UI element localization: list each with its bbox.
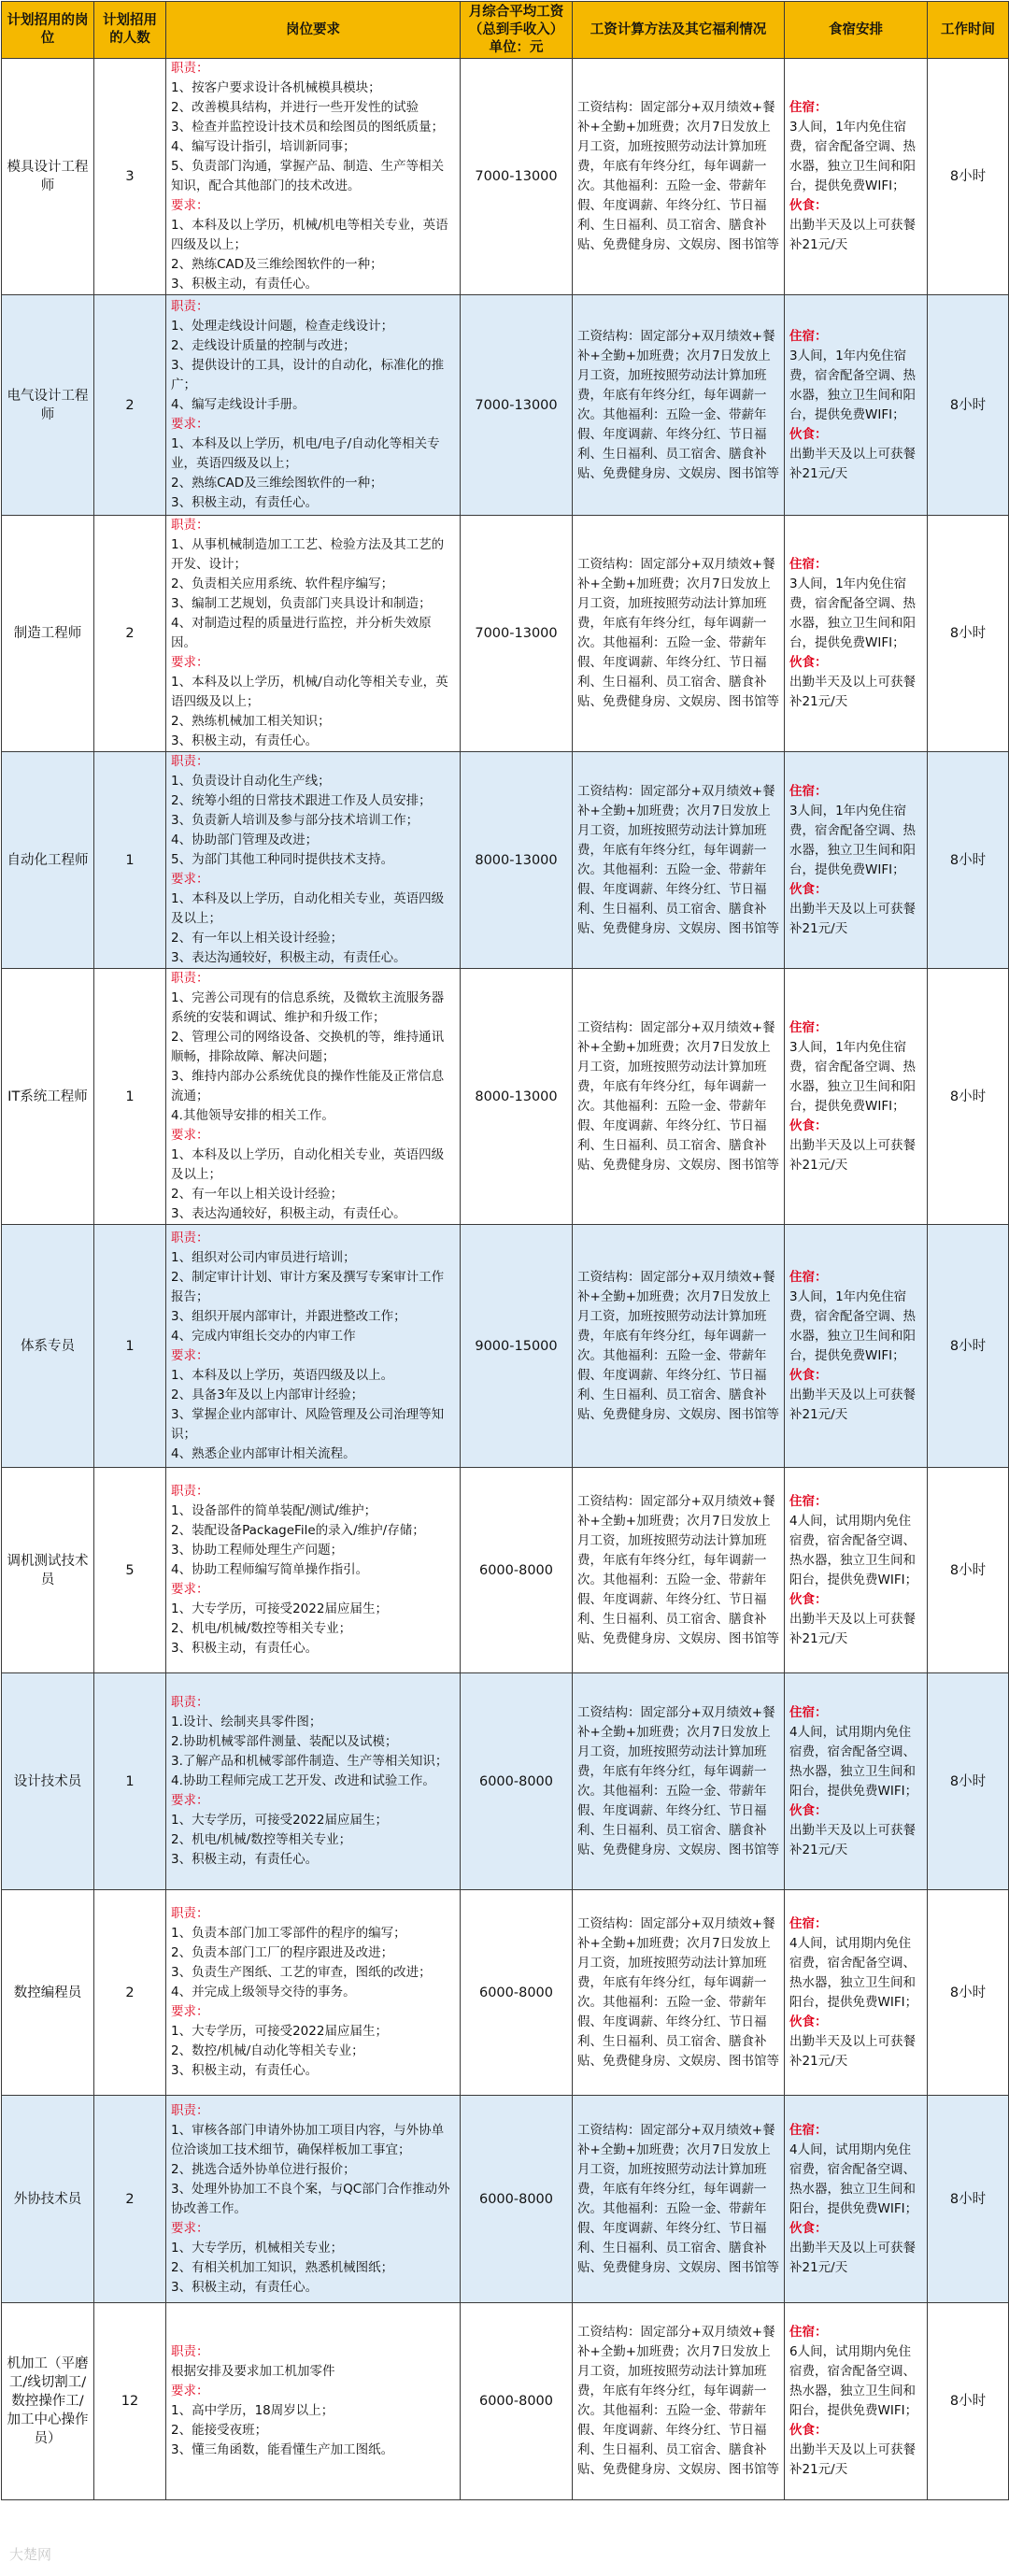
requirement-item: 1、本科及以上学历，机电/电子/自动化等相关专业，英语四级及以上；: [171, 436, 440, 471]
requirements-label: 要求：: [171, 2220, 209, 2236]
work-hours: 8小时: [928, 969, 1009, 1225]
hire-count: 1: [94, 969, 166, 1225]
duty-item: 4、并完成上级领导交待的事务。: [171, 1985, 356, 2000]
job-table-body: [2, 59, 1009, 2500]
requirements-cell: [166, 59, 461, 295]
duty-item: 2、走线设计质量的控制与改进；: [171, 338, 356, 353]
duty-item: 2、统筹小组的日常技术跟进工作及人员安排；: [171, 793, 432, 808]
housing-text: 3人间，1年内免住宿费，宿舍配备空调、热水器，独立卫生间和阳台，提供免费WIFI；: [789, 120, 916, 193]
housing-label: 住宿：: [789, 1493, 828, 1509]
header-salary: 月综合平均工资（总到手收入）单位：元: [461, 2, 573, 59]
position-title: 自动化工程师: [2, 752, 94, 969]
duty-item: 3、提供设计的工具，设计的自动化，标准化的推广；: [171, 358, 445, 392]
pay-method-text: 工资结构：固定部分+双月绩效+餐补+全勤+加班费；次月7日发放上月工资，加班按照劳动法计算加班费，年底有年终分红，每年调薪一次。其他福利：五险一金、带薪年假、年度调薪、年终分红、节日福利、生日福利、员工宿舍、膳食补贴、免费健身房、文娱房、图书馆等: [573, 516, 785, 752]
meals-text: 出勤半天及以上可获餐补21元/天: [789, 2033, 916, 2069]
meals-label: 伙食：: [789, 2423, 828, 2438]
food-cell: [785, 752, 928, 969]
table-row: [2, 969, 1009, 1225]
salary-range: 9000-15000: [461, 1225, 573, 1468]
requirements-cell: [166, 295, 461, 516]
duties-label: 职责：: [171, 754, 209, 769]
requirement-item: 1、大专学历，可接受2022届应届生；: [171, 1601, 388, 1616]
housing-label: 住宿：: [789, 1019, 828, 1035]
work-hours: 8小时: [928, 752, 1009, 969]
duties-label: 职责：: [171, 1695, 209, 1710]
requirements-cell: [166, 1225, 461, 1468]
requirements-cell: [166, 1890, 461, 2096]
table-row: [2, 1890, 1009, 2096]
requirements-cell: [166, 969, 461, 1225]
table-row: [2, 59, 1009, 295]
work-hours: 8小时: [928, 295, 1009, 516]
duty-item: 3、编制工艺规划，负责部门夹具设计和制造；: [171, 596, 432, 611]
housing-label: 住宿：: [789, 1704, 828, 1720]
meals-text: 出勤半天及以上可获餐补21元/天: [789, 901, 916, 936]
meals-text: 出勤半天及以上可获餐补21元/天: [789, 446, 916, 481]
pay-method-text: 工资结构：固定部分+双月绩效+餐补+全勤+加班费；次月7日发放上月工资，加班按照劳动法计算加班费，年底有年终分红，每年调薪一次。其他福利：五险一金、带薪年假、年度调薪、年终分红、节日福利、生日福利、员工宿舍、膳食补贴、免费健身房、文娱房、图书馆等: [573, 1468, 785, 1673]
pay-method-text: 工资结构：固定部分+双月绩效+餐补+全勤+加班费；次月7日发放上月工资，加班按照劳动法计算加班费，年底有年终分红，每年调薪一次。其他福利：五险一金、带薪年假、年度调薪、年终分红、节日福利、生日福利、员工宿舍、膳食补贴、免费健身房、文娱房、图书馆等: [573, 1225, 785, 1468]
meals-label: 伙食：: [789, 426, 828, 442]
housing-text: 3人间，1年内免住宿费，宿舍配备空调、热水器，独立卫生间和阳台，提供免费WIFI；: [789, 576, 916, 650]
requirement-item: 1、本科及以上学历，英语四级及以上。: [171, 1367, 394, 1383]
duty-item: 1、设备部件的简单装配/测试/维护；: [171, 1503, 377, 1518]
position-title: 数控编程员: [2, 1890, 94, 2096]
position-title: 电气设计工程师: [2, 295, 94, 516]
duties-label: 职责：: [171, 1906, 209, 1921]
duty-item: 1、处理走线设计问题，检查走线设计；: [171, 319, 394, 334]
duty-item: 1、按客户要求设计各机械模具模块；: [171, 80, 381, 95]
table-row: [2, 295, 1009, 516]
requirement-item: 1、本科及以上学历，自动化相关专业，英语四级及以上；: [171, 891, 445, 926]
requirement-item: 2、机电/机械/数控等相关专业；: [171, 1621, 352, 1636]
requirement-item: 3、积极主动，有责任心。: [171, 277, 319, 292]
requirement-item: 2、有相关机加工知识，熟悉机械图纸；: [171, 2259, 394, 2275]
meals-text: 出勤半天及以上可获餐补21元/天: [789, 1822, 916, 1857]
housing-label: 住宿：: [789, 2325, 828, 2340]
job-table: [1, 1, 1009, 2500]
duty-item: 4、协助部门管理及改进；: [171, 833, 319, 847]
requirement-item: 3、积极主动，有责任心。: [171, 2279, 319, 2295]
requirement-item: 2、有一年以上相关设计经验；: [171, 931, 344, 946]
requirement-item: 1、大专学历，可接受2022届应届生；: [171, 1813, 388, 1828]
food-cell: [785, 1673, 928, 1890]
work-hours: 8小时: [928, 1225, 1009, 1468]
duty-item: 3、负责新人培训及参与部分技术培训工作；: [171, 813, 419, 828]
hire-count: 2: [94, 1890, 166, 2096]
watermark-logo: 大楚网: [9, 2546, 52, 2563]
requirement-item: 2、熟练CAD及三维绘图软件的一种；: [171, 257, 383, 272]
duties-label: 职责：: [171, 1484, 209, 1499]
housing-text: 4人间，试用期内免住宿费，宿舍配备空调、热水器，独立卫生间和阳台，提供免费WIFI；: [789, 1724, 918, 1799]
duty-item: 3、负责生产图纸、工艺的审查，图纸的改进；: [171, 1965, 432, 1980]
header-food: 食宿安排: [785, 2, 928, 59]
requirements-label: 要求：: [171, 655, 209, 670]
salary-range: 6000-8000: [461, 2096, 573, 2303]
salary-range: 8000-13000: [461, 969, 573, 1225]
meals-label: 伙食：: [789, 881, 828, 897]
table-row: [2, 2303, 1009, 2500]
pay-method-text: 工资结构：固定部分+双月绩效+餐补+全勤+加班费；次月7日发放上月工资，加班按照劳动法计算加班费，年底有年终分红，每年调薪一次。其他福利：五险一金、带薪年假、年度调薪、年终分红、节日福利、生日福利、员工宿舍、膳食补贴、免费健身房、文娱房、图书馆等: [573, 1673, 785, 1890]
meals-label: 伙食：: [789, 1802, 828, 1818]
housing-label: 住宿：: [789, 2122, 828, 2138]
food-cell: [785, 969, 928, 1225]
food-cell: [785, 2303, 928, 2500]
duty-item: 3、组织开展内部审计，并跟进整改工作；: [171, 1308, 406, 1324]
table-row: [2, 516, 1009, 752]
salary-range: 6000-8000: [461, 1890, 573, 2096]
duty-item: 3、处理外协加工不良个案，与QC部门合作推动外协改善工作。: [171, 2181, 450, 2216]
pay-method-text: 工资结构：固定部分+双月绩效+餐补+全勤+加班费；次月7日发放上月工资，加班按照劳动法计算加班费，年底有年终分红，每年调薪一次。其他福利：五险一金、带薪年假、年度调薪、年终分红、节日福利、生日福利、员工宿舍、膳食补贴、免费健身房、文娱房、图书馆等: [573, 2096, 785, 2303]
hire-count: 3: [94, 59, 166, 295]
salary-range: 7000-13000: [461, 295, 573, 516]
duty-item: 4、编写设计指引，培训新同事；: [171, 139, 356, 154]
requirement-item: 2、有一年以上相关设计经验；: [171, 1187, 344, 1202]
requirement-item: 3、积极主动，有责任心。: [171, 495, 319, 510]
header-hours: 工作时间: [928, 2, 1009, 59]
housing-label: 住宿：: [789, 557, 828, 572]
salary-range: 6000-8000: [461, 2303, 573, 2500]
duties-label: 职责：: [171, 61, 209, 76]
hire-count: 2: [94, 2096, 166, 2303]
work-hours: 8小时: [928, 59, 1009, 295]
duty-item: 5、负责部门沟通，掌握产品、制造、生产等相关知识，配合其他部门的技术改进。: [171, 159, 445, 193]
requirement-item: 1、高中学历，18周岁以上；: [171, 2403, 334, 2418]
housing-text: 3人间，1年内免住宿费，宿舍配备空调、热水器，独立卫生间和阳台，提供免费WIFI；: [789, 803, 916, 877]
duty-item: 1、审核各部门申请外协加工项目内容，与外协单位洽谈加工技术细节，确保样板加工事宜；: [171, 2122, 445, 2157]
duty-item: 2.协助机械零部件测量、装配以及试模；: [171, 1734, 398, 1749]
salary-range: 6000-8000: [461, 1673, 573, 1890]
requirements-cell: [166, 1673, 461, 1890]
duty-item: 3、维持内部办公系统优良的操作性能及正常信息流通；: [171, 1069, 445, 1103]
housing-text: 3人间，1年内免住宿费，宿舍配备空调、热水器，独立卫生间和阳台，提供免费WIFI；: [789, 1039, 916, 1114]
pay-method-text: 工资结构：固定部分+双月绩效+餐补+全勤+加班费；次月7日发放上月工资，加班按照劳动法计算加班费，年底有年终分红，每年调薪一次。其他福利：五险一金、带薪年假、年度调薪、年终分红、节日福利、生日福利、员工宿舍、膳食补贴、免费健身房、文娱房、图书馆等: [573, 969, 785, 1225]
food-cell: [785, 1890, 928, 2096]
duty-item: 3、协助工程师处理生产问题；: [171, 1543, 344, 1558]
requirement-item: 3、积极主动，有责任心。: [171, 1852, 319, 1867]
hire-count: 2: [94, 295, 166, 516]
duty-item: 4.协助工程师完成工艺开发、改进和试验工作。: [171, 1773, 435, 1788]
table-row: [2, 1468, 1009, 1673]
duty-item: 4.其他领导安排的相关工作。: [171, 1108, 334, 1123]
requirements-label: 要求：: [171, 1793, 209, 1808]
position-title: 体系专员: [2, 1225, 94, 1468]
header-count: 计划招用的人数: [94, 2, 166, 59]
table-row: [2, 2096, 1009, 2303]
requirement-item: 2、熟练机械加工相关知识；: [171, 714, 331, 729]
header-requirements: 岗位要求: [166, 2, 461, 59]
housing-text: 4人间，试用期内免住宿费，宿舍配备空调、热水器，独立卫生间和阳台，提供免费WIFI；: [789, 2142, 918, 2216]
duties-label: 职责：: [171, 971, 209, 986]
requirements-cell: [166, 1468, 461, 1673]
duty-item: 4、对制造过程的质量进行监控，并分析失效原因。: [171, 616, 432, 650]
requirement-item: 3、积极主动，有责任心。: [171, 733, 319, 748]
housing-text: 3人间，1年内免住宿费，宿舍配备空调、热水器，独立卫生间和阳台，提供免费WIFI；: [789, 1288, 916, 1363]
duty-item: 4、完成内审组长交办的内审工作: [171, 1328, 356, 1344]
duties-label: 职责：: [171, 2102, 209, 2118]
food-cell: [785, 295, 928, 516]
meals-text: 出勤半天及以上可获餐补21元/天: [789, 2240, 916, 2275]
duty-item: 2、负责本部门工厂的程序跟进及改进；: [171, 1945, 394, 1960]
requirement-item: 2、数控/机械/自动化等相关专业；: [171, 2043, 364, 2058]
requirements-label: 要求：: [171, 872, 209, 887]
requirement-item: 3、积极主动，有责任心。: [171, 2063, 319, 2078]
requirement-item: 3、积极主动，有责任心。: [171, 1641, 319, 1656]
requirement-item: 1、本科及以上学历，自动化相关专业，英语四级及以上；: [171, 1147, 445, 1182]
housing-label: 住宿：: [789, 100, 828, 115]
duty-item: 2、装配设备PackageFile的录入/维护/存储；: [171, 1523, 425, 1538]
food-cell: [785, 59, 928, 295]
meals-text: 出勤半天及以上可获餐补21元/天: [789, 1387, 916, 1422]
meals-text: 出勤半天及以上可获餐补21元/天: [789, 2442, 916, 2477]
requirement-item: 1、本科及以上学历，机械/机电等相关专业，英语四级及以上；: [171, 218, 448, 252]
duty-item: 1、从事机械制造加工工艺、检验方法及其工艺的开发、设计；: [171, 537, 445, 572]
requirements-cell: [166, 2096, 461, 2303]
requirement-item: 3、表达沟通较好，积极主动，有责任心。: [171, 1206, 406, 1221]
work-hours: 8小时: [928, 1468, 1009, 1673]
requirement-item: 2、能接受夜班；: [171, 2423, 268, 2438]
meals-label: 伙食：: [789, 2014, 828, 2029]
duty-item: 4、编写走线设计手册。: [171, 397, 306, 412]
salary-range: 7000-13000: [461, 516, 573, 752]
requirements-cell: [166, 516, 461, 752]
housing-label: 住宿：: [789, 1269, 828, 1285]
requirements-label: 要求：: [171, 2384, 209, 2398]
requirements-label: 要求：: [171, 417, 209, 432]
requirements-label: 要求：: [171, 2004, 209, 2019]
position-title: 调机测试技术员: [2, 1468, 94, 1673]
duty-item: 5、为部门其他工种同时提供技术支持。: [171, 852, 394, 867]
requirement-item: 3、表达沟通较好，积极主动，有责任心。: [171, 950, 406, 965]
salary-range: 8000-13000: [461, 752, 573, 969]
duty-item: 2、负责相关应用系统、软件程序编写；: [171, 576, 394, 591]
header-pay-method: 工资计算方法及其它福利情况: [573, 2, 785, 59]
duties-label: 职责：: [171, 518, 209, 533]
work-hours: 8小时: [928, 2096, 1009, 2303]
duty-item: 2、改善模具结构，并进行一些开发性的试验: [171, 100, 419, 115]
meals-label: 伙食：: [789, 2220, 828, 2236]
meals-text: 出勤半天及以上可获餐补21元/天: [789, 218, 916, 252]
hire-count: 1: [94, 1225, 166, 1468]
table-row: [2, 752, 1009, 969]
table-row: [2, 1225, 1009, 1468]
position-title: 外协技术员: [2, 2096, 94, 2303]
meals-label: 伙食：: [789, 655, 828, 670]
requirement-item: 1、大专学历，可接受2022届应届生；: [171, 2024, 388, 2039]
requirement-item: 2、熟练CAD及三维绘图软件的一种；: [171, 476, 383, 491]
table-row: [2, 1673, 1009, 1890]
position-title: IT系统工程师: [2, 969, 94, 1225]
duty-item: 1、组织对公司内审员进行培训；: [171, 1249, 356, 1265]
duty-item: 根据安排及要求加工机加零件: [171, 2364, 335, 2379]
meals-label: 伙食：: [789, 198, 828, 213]
hire-count: 12: [94, 2303, 166, 2500]
duty-item: 2、挑选合适外协单位进行报价；: [171, 2161, 356, 2177]
duties-label: 职责：: [171, 2344, 209, 2359]
work-hours: 8小时: [928, 516, 1009, 752]
duty-item: 3.了解产品和机械零部件制造、生产等相关知识；: [171, 1754, 448, 1769]
requirement-item: 4、熟悉企业内部审计相关流程。: [171, 1445, 356, 1461]
requirements-cell: [166, 752, 461, 969]
food-cell: [785, 516, 928, 752]
requirement-item: 2、具备3年及以上内部审计经验；: [171, 1387, 364, 1402]
duties-label: 职责：: [171, 299, 209, 314]
salary-range: 6000-8000: [461, 1468, 573, 1673]
requirement-item: 1、本科及以上学历，机械/自动化等相关专业，英语四级及以上；: [171, 675, 448, 709]
housing-label: 住宿：: [789, 783, 828, 799]
meals-text: 出勤半天及以上可获餐补21元/天: [789, 1137, 916, 1173]
duties-label: 职责：: [171, 1230, 209, 1245]
hire-count: 2: [94, 516, 166, 752]
header-row: [2, 2, 1009, 59]
salary-range: 7000-13000: [461, 59, 573, 295]
header-position: 计划招用的岗位: [2, 2, 94, 59]
work-hours: 8小时: [928, 1673, 1009, 1890]
duty-item: 3、检查并监控设计技术员和绘图员的图纸质量；: [171, 120, 445, 135]
requirement-item: 1、大专学历，机械相关专业；: [171, 2240, 344, 2256]
position-title: 设计技术员: [2, 1673, 94, 1890]
duty-item: 2、管理公司的网络设备、交换机的等，维持通讯顺畅，排除故障、解决问题；: [171, 1030, 445, 1064]
work-hours: 8小时: [928, 1890, 1009, 2096]
food-cell: [785, 1225, 928, 1468]
pay-method-text: 工资结构：固定部分+双月绩效+餐补+全勤+加班费；次月7日发放上月工资，加班按照劳动法计算加班费，年底有年终分红，每年调薪一次。其他福利：五险一金、带薪年假、年度调薪、年终分红、节日福利、生日福利、员工宿舍、膳食补贴、免费健身房、文娱房、图书馆等: [573, 752, 785, 969]
duty-item: 1、负责本部门加工零部件的程序的编写；: [171, 1926, 406, 1941]
work-hours: 8小时: [928, 2303, 1009, 2500]
position-title: 制造工程师: [2, 516, 94, 752]
hire-count: 1: [94, 752, 166, 969]
housing-text: 4人间，试用期内免住宿费，宿舍配备空调、热水器，独立卫生间和阳台，提供免费WIFI；: [789, 1935, 918, 2010]
meals-label: 伙食：: [789, 1591, 828, 1607]
duty-item: 2、制定审计计划、审计方案及撰写专案审计工作报告；: [171, 1269, 445, 1304]
requirement-item: 2、机电/机械/数控等相关专业；: [171, 1832, 352, 1847]
requirement-item: 3、懂三角函数，能看懂生产加工图纸。: [171, 2442, 394, 2457]
hire-count: 1: [94, 1673, 166, 1890]
pay-method-text: 工资结构：固定部分+双月绩效+餐补+全勤+加班费；次月7日发放上月工资，加班按照劳动法计算加班费，年底有年终分红，每年调薪一次。其他福利：五险一金、带薪年假、年度调薪、年终分红、节日福利、生日福利、员工宿舍、膳食补贴、免费健身房、文娱房、图书馆等: [573, 59, 785, 295]
hire-count: 5: [94, 1468, 166, 1673]
housing-label: 住宿：: [789, 1915, 828, 1931]
duty-item: 1、负责设计自动化生产线；: [171, 774, 331, 789]
pay-method-text: 工资结构：固定部分+双月绩效+餐补+全勤+加班费；次月7日发放上月工资，加班按照劳动法计算加班费，年底有年终分红，每年调薪一次。其他福利：五险一金、带薪年假、年度调薪、年终分红、节日福利、生日福利、员工宿舍、膳食补贴、免费健身房、文娱房、图书馆等: [573, 295, 785, 516]
meals-text: 出勤半天及以上可获餐补21元/天: [789, 675, 916, 709]
housing-text: 3人间，1年内免住宿费，宿舍配备空调、热水器，独立卫生间和阳台，提供免费WIFI；: [789, 348, 916, 422]
duty-item: 1、完善公司现有的信息系统，及微软主流服务器系统的安装和调试、维护和升级工作；: [171, 990, 445, 1025]
position-title: 机加工（平磨工/线切割工/数控操作工/加工中心操作员）: [2, 2303, 94, 2500]
requirements-label: 要求：: [171, 1347, 209, 1363]
requirements-label: 要求：: [171, 1582, 209, 1597]
requirements-cell: [166, 2303, 461, 2500]
food-cell: [785, 1468, 928, 1673]
food-cell: [785, 2096, 928, 2303]
duty-item: 4、协助工程师编写简单操作指引。: [171, 1562, 369, 1577]
requirements-label: 要求：: [171, 1128, 209, 1143]
housing-text: 6人间，试用期内免住宿费，宿舍配备空调、热水器，独立卫生间和阳台，提供免费WIFI；: [789, 2344, 918, 2418]
housing-text: 4人间，试用期内免住宿费，宿舍配备空调、热水器，独立卫生间和阳台，提供免费WIFI；: [789, 1513, 918, 1587]
requirements-label: 要求：: [171, 198, 209, 213]
housing-label: 住宿：: [789, 328, 828, 344]
requirement-item: 3、掌握企业内部审计、风险管理及公司治理等知识；: [171, 1406, 445, 1442]
meals-label: 伙食：: [789, 1117, 828, 1133]
pay-method-text: 工资结构：固定部分+双月绩效+餐补+全勤+加班费；次月7日发放上月工资，加班按照劳动法计算加班费，年底有年终分红，每年调薪一次。其他福利：五险一金、带薪年假、年度调薪、年终分红、节日福利、生日福利、员工宿舍、膳食补贴、免费健身房、文娱房、图书馆等: [573, 2303, 785, 2500]
meals-label: 伙食：: [789, 1367, 828, 1383]
pay-method-text: 工资结构：固定部分+双月绩效+餐补+全勤+加班费；次月7日发放上月工资，加班按照劳动法计算加班费，年底有年终分红，每年调薪一次。其他福利：五险一金、带薪年假、年度调薪、年终分红、节日福利、生日福利、员工宿舍、膳食补贴、免费健身房、文娱房、图书馆等: [573, 1890, 785, 2096]
duty-item: 1.设计、绘制夹具零件图；: [171, 1715, 322, 1729]
meals-text: 出勤半天及以上可获餐补21元/天: [789, 1611, 916, 1646]
position-title: 模具设计工程师: [2, 59, 94, 295]
